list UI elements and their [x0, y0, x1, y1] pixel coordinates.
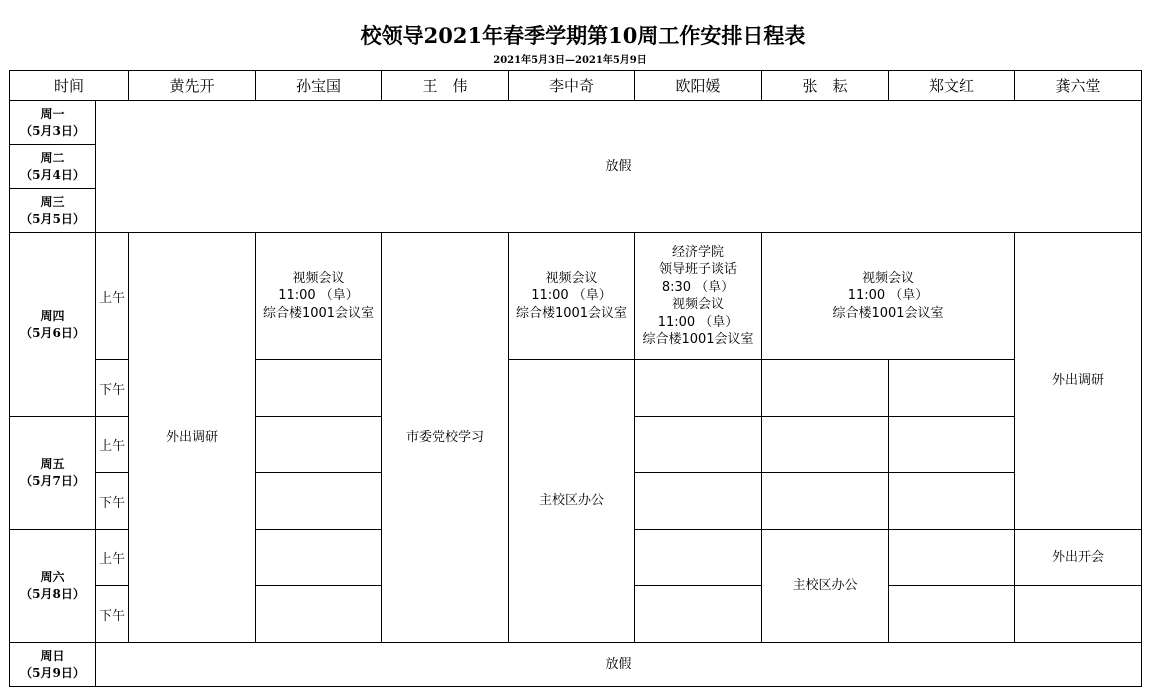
event-line: 经济学院 [671, 244, 724, 260]
day-date: （5月6日） [20, 325, 85, 340]
event-line: 视频会议 [671, 297, 724, 312]
event-line: 11:00 （阜） [278, 288, 359, 304]
header-leader: 王 伟 [382, 71, 509, 101]
day-label-saturday [10, 530, 96, 643]
empty-cell [256, 530, 382, 586]
empty-cell [762, 360, 889, 417]
day-label-monday [10, 101, 96, 145]
day-date: （5月7日） [20, 474, 85, 488]
period-am: 上午 [96, 417, 129, 473]
day-name: 周三 [40, 194, 65, 209]
event-line: 综合楼1001会议室 [832, 305, 944, 321]
event-huang: 外出调研 [129, 233, 256, 643]
empty-cell [762, 473, 889, 530]
day-label-tuesday [10, 145, 96, 189]
event-line: 11:00 （阜） [657, 314, 739, 330]
day-name: 周四 [40, 308, 65, 323]
empty-cell [256, 360, 382, 417]
header-leader: 郑文红 [889, 71, 1015, 101]
day-name: 周五 [40, 457, 65, 471]
header-leader: 欧阳媛 [635, 71, 762, 101]
empty-cell [256, 417, 382, 473]
event-line: 综合楼1001会议室 [642, 332, 754, 347]
empty-cell [635, 530, 762, 586]
holiday-cell: 放假 [96, 643, 1142, 687]
empty-cell [889, 417, 1015, 473]
period-am: 上午 [96, 233, 129, 360]
day-date: （5月3日） [20, 123, 85, 138]
empty-cell [889, 473, 1015, 530]
event-li-office: 主校区办公 [509, 360, 635, 643]
event-line: 视频会议 [861, 270, 914, 286]
event-line: 综合楼1001会议室 [515, 305, 628, 321]
date-range: 2021年5月3日—2021年5月9日 [493, 55, 647, 66]
day-date: （5月4日） [20, 167, 85, 182]
day-name: 周六 [40, 570, 65, 584]
header-leader: 李中奇 [509, 71, 635, 101]
row-thursday-am [10, 233, 1142, 360]
period-pm: 下午 [96, 360, 129, 417]
day-name: 周二 [40, 150, 65, 165]
event-line: 综合楼1001会议室 [262, 305, 375, 321]
day-date: （5月9日） [20, 665, 85, 680]
period-pm: 下午 [96, 586, 129, 643]
empty-cell [256, 586, 382, 643]
event-li-thu-am [509, 233, 635, 360]
day-date: （5月5日） [20, 211, 85, 226]
event-line: 视频会议 [545, 270, 598, 286]
period-pm: 下午 [96, 473, 129, 530]
event-line: 8:30 （阜） [661, 279, 735, 295]
empty-cell [635, 473, 762, 530]
day-date: （5月8日） [20, 587, 85, 601]
empty-cell [635, 586, 762, 643]
header-row [10, 71, 1142, 101]
empty-cell [635, 360, 762, 417]
header-leader: 张 耘 [762, 71, 889, 101]
empty-cell [889, 530, 1015, 586]
period-am: 上午 [96, 530, 129, 586]
day-label-friday [10, 417, 96, 530]
holiday-cell: 放假 [96, 101, 1142, 233]
row-monday [10, 101, 1142, 145]
empty-cell [889, 360, 1015, 417]
event-gong-sat-am: 外出开会 [1015, 530, 1142, 586]
event-zhang-zheng-thu-am [762, 233, 1015, 360]
row-sunday [10, 643, 1142, 687]
event-line: 11:00 （阜） [847, 288, 929, 304]
empty-cell [635, 417, 762, 473]
header-time: 时间 [10, 71, 129, 101]
empty-cell [256, 473, 382, 530]
header-leader: 黄先开 [129, 71, 256, 101]
day-label-sunday [10, 643, 96, 687]
day-label-thursday [10, 233, 96, 417]
empty-cell [762, 417, 889, 473]
event-wang: 市委党校学习 [382, 233, 509, 643]
day-name: 周一 [40, 106, 65, 121]
day-name: 周日 [40, 648, 65, 663]
event-ouyang-thu-am [635, 233, 762, 360]
day-label-wednesday [10, 189, 96, 233]
empty-cell [1015, 586, 1142, 643]
header-leader: 孙宝国 [256, 71, 382, 101]
header-leader: 龚六堂 [1015, 71, 1142, 101]
empty-cell [889, 586, 1015, 643]
page-title: 校领导2021年春季学期第10周工作安排日程表 [360, 23, 806, 48]
event-line: 领导班子谈话 [658, 262, 737, 277]
event-line: 视频会议 [292, 270, 345, 286]
event-line: 11:00 （阜） [531, 288, 612, 304]
event-gong-thu-fri: 外出调研 [1015, 233, 1142, 530]
event-zhang-sat: 主校区办公 [762, 530, 889, 643]
schedule-table [9, 70, 1142, 687]
event-sun-thu-am [256, 233, 382, 360]
